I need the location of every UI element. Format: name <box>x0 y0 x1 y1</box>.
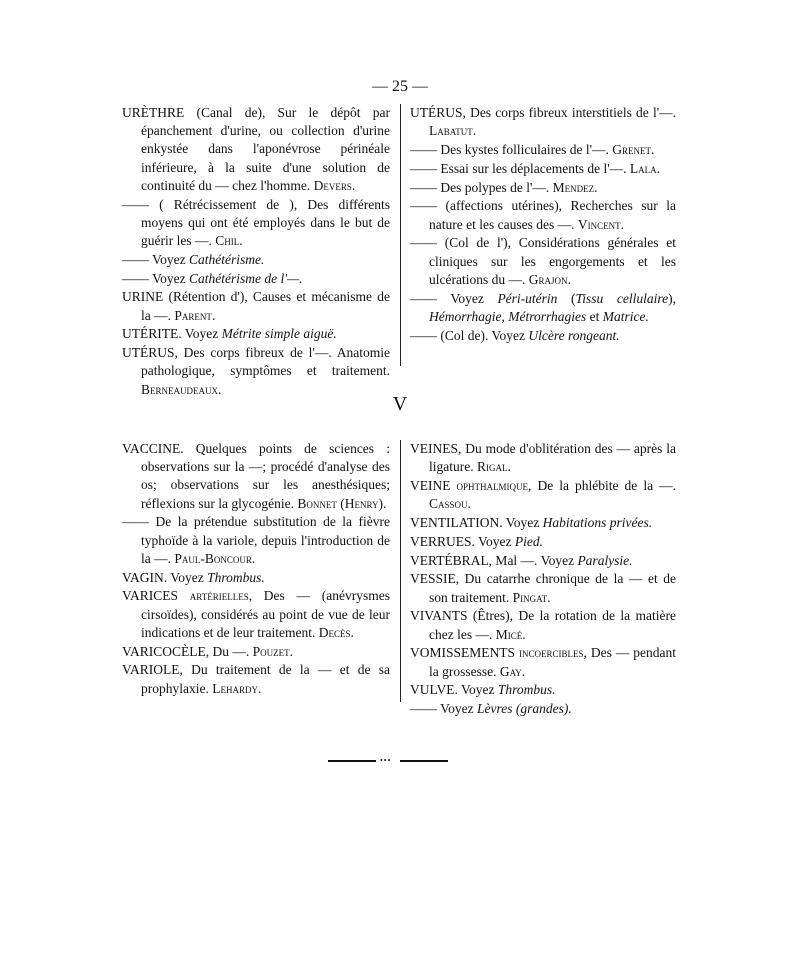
entry-text: VARIOLE, Du traitement de la — et de sa prophylaxie. <box>122 662 390 696</box>
index-entry <box>122 104 390 195</box>
cross-reference: Thrombus. <box>497 682 556 698</box>
index-entry <box>410 234 676 289</box>
entry-text: —— Voyez <box>410 290 498 306</box>
cross-reference: Pied. <box>514 533 544 549</box>
section-u-right-column <box>410 104 676 345</box>
author-name: Grajon. <box>528 271 571 287</box>
entry-text: VENTILATION. Voyez <box>410 515 543 530</box>
index-entry <box>122 643 390 661</box>
index-entry <box>410 533 676 551</box>
author-name: Berneaudeaux. <box>141 381 222 397</box>
section-letter-v: V <box>392 393 408 415</box>
entry-text: VOMISSEMENTS <box>410 645 519 661</box>
author-name: Labatut. <box>429 123 477 139</box>
entry-text: UTÉRUS, Des corps fibreux interstitiels de l'—. <box>410 105 676 120</box>
entry-text: —— Essai sur les déplacements de l'—. <box>410 160 630 176</box>
index-entry <box>410 552 676 570</box>
author-name: Rigal. <box>476 459 511 475</box>
cross-reference: Thrombus. <box>207 569 265 585</box>
author-name: Gay. <box>499 663 526 679</box>
author-name: Grenet. <box>612 142 655 157</box>
author-name: ophthalmique <box>456 478 529 493</box>
entry-text: VACCINE. Quelques points de sciences : observations sur la —; procédé d'analyse des os; observations sur les anesthésiques; réflexions sur la glycogénie. <box>122 441 390 511</box>
entry-text: VESSIE, Du catarrhe chronique de la — et de son traitement. <box>410 571 676 605</box>
cross-reference: Péri-utérin <box>497 290 558 306</box>
author-name: Cassou. <box>429 496 471 512</box>
cross-reference: Habitations privées. <box>542 515 653 530</box>
entry-text: VEINES, Du mode d'oblitération des — après la ligature. <box>410 441 676 475</box>
index-entry <box>410 290 676 326</box>
cross-reference: Lèvres (grandes). <box>477 701 572 717</box>
entry-text: VEINE <box>410 478 457 493</box>
author-name: Bonnet (Henry). <box>297 495 387 511</box>
entry-text: —— Voyez <box>410 701 477 717</box>
section-v-column-rule <box>400 440 401 702</box>
index-entry <box>410 514 676 532</box>
section-u-column-rule <box>400 104 401 366</box>
index-entry <box>122 325 390 343</box>
author-name: Decès. <box>318 624 354 640</box>
index-entry <box>122 251 390 269</box>
end-ornament <box>328 757 448 765</box>
author-name: Micé. <box>495 626 526 642</box>
index-entry <box>410 570 676 606</box>
ornament-dots: ••• <box>380 756 392 765</box>
index-entry <box>122 587 390 642</box>
index-entry <box>122 344 390 399</box>
entry-text: VIVANTS (Êtres), De la rotation de la matière chez les —. <box>410 608 676 642</box>
entry-text: —— (Col de l'), Considérations générales et cliniques sur les engorgements et les ulcérations du —. <box>410 235 676 287</box>
section-v-right-column <box>410 440 676 719</box>
author-name: Lehardy. <box>212 680 262 696</box>
index-entry <box>122 513 390 568</box>
index-entry <box>410 681 676 699</box>
index-entry <box>410 197 676 233</box>
index-entry <box>410 160 676 178</box>
cross-reference: Cathétérisme de l'—. <box>189 270 303 286</box>
entry-text: et <box>586 308 603 324</box>
cross-reference: Métrite simple aiguë. <box>221 326 337 342</box>
author-name: Chil. <box>215 233 243 249</box>
index-entry <box>122 270 390 288</box>
section-u-left-column <box>122 104 390 399</box>
entry-text: , De la phlébite de la —. <box>528 478 676 493</box>
index-entry <box>410 327 676 345</box>
entry-text: —— (Col de). Voyez <box>410 327 529 343</box>
cross-reference: Cathétérisme. <box>189 251 265 267</box>
index-entry <box>410 700 676 718</box>
author-name: Lala. <box>629 160 661 176</box>
entry-text: VERRUES. Voyez <box>410 533 515 549</box>
index-entry <box>122 661 390 697</box>
cross-reference: Ulcère rongeant. <box>528 327 620 343</box>
section-v-left-column <box>122 440 390 698</box>
entry-text: UTÉRITE. Voyez <box>122 326 222 342</box>
index-entry <box>410 104 676 140</box>
entry-text: ( <box>557 290 576 306</box>
entry-text: VARICES <box>122 588 190 604</box>
index-entry <box>410 440 676 476</box>
author-name: Pouzet. <box>252 643 294 659</box>
entry-text: , Des — pendant la grossesse. <box>429 645 676 679</box>
cross-reference: Hémorrhagie, Métrorrhagies <box>429 308 587 324</box>
index-entry <box>410 179 676 197</box>
entry-text: —— (affections utérines), Recherches sur la nature et les causes des —. <box>410 198 676 232</box>
entry-text: , Des — (anévrysmes cirsoïdes), considérés au point de vue de leur indications et de leur traitement. <box>141 588 390 640</box>
entry-text: UTÉRUS, Des corps fibreux de l'—. Anatomie pathologique, symptômes et traitement. <box>122 345 390 379</box>
cross-reference: Tissu cellulaire <box>575 290 669 306</box>
author-name: incoercibles <box>518 645 584 661</box>
entry-text: —— Des polypes de l'—. <box>410 179 553 195</box>
index-entry <box>122 569 390 587</box>
entry-text: ), <box>668 290 676 306</box>
cross-reference: Matrice. <box>602 308 649 324</box>
entry-text: VULVE. Voyez <box>410 682 498 698</box>
page-number: — 25 — <box>372 78 428 95</box>
index-entry <box>410 141 676 159</box>
index-entry <box>122 440 390 513</box>
author-name: artérielles <box>189 588 249 604</box>
entry-text: —— Voyez <box>122 251 189 267</box>
entry-text: URINE (Rétention d'), Causes et mécanisme de la —. <box>122 289 390 323</box>
entry-text: VERTÉBRAL, Mal —. Voyez <box>410 552 578 568</box>
entry-text: VARICOCÈLE, Du —. <box>122 643 253 659</box>
author-name: Paul-Boncour. <box>174 550 256 566</box>
cross-reference: Paralysie. <box>577 552 633 568</box>
entry-text: —— Voyez <box>122 270 189 286</box>
entry-text: —— De la prétendue substitution de la fièvre typhoïde à la variole, depuis l'introduction de la —. <box>122 514 390 566</box>
author-name: Pingat. <box>512 589 551 605</box>
author-name: Parent. <box>174 307 216 323</box>
index-entry <box>410 477 676 513</box>
index-entry <box>410 644 676 680</box>
author-name: Mendez. <box>552 179 598 195</box>
index-entry <box>410 607 676 643</box>
entry-text: —— Des kystes folliculaires de l'—. <box>410 142 613 157</box>
author-name: Devers. <box>313 177 356 193</box>
entry-text: URÈTHRE (Canal de), Sur le dépôt par épanchement d'urine, ou collection d'urine enkystée dans l'aponévrose périnéale inférieure, à la suite d'une solution de continuité du — chez l'homme. <box>122 105 390 193</box>
index-entry <box>122 196 390 251</box>
entry-text: VAGIN. Voyez <box>122 569 208 585</box>
index-entry <box>122 288 390 324</box>
entry-text: —— ( Rétrécissement de ), Des différents moyens qui ont été employés dans le but de guérir les —. <box>122 196 390 249</box>
author-name: Vincent. <box>577 216 624 232</box>
